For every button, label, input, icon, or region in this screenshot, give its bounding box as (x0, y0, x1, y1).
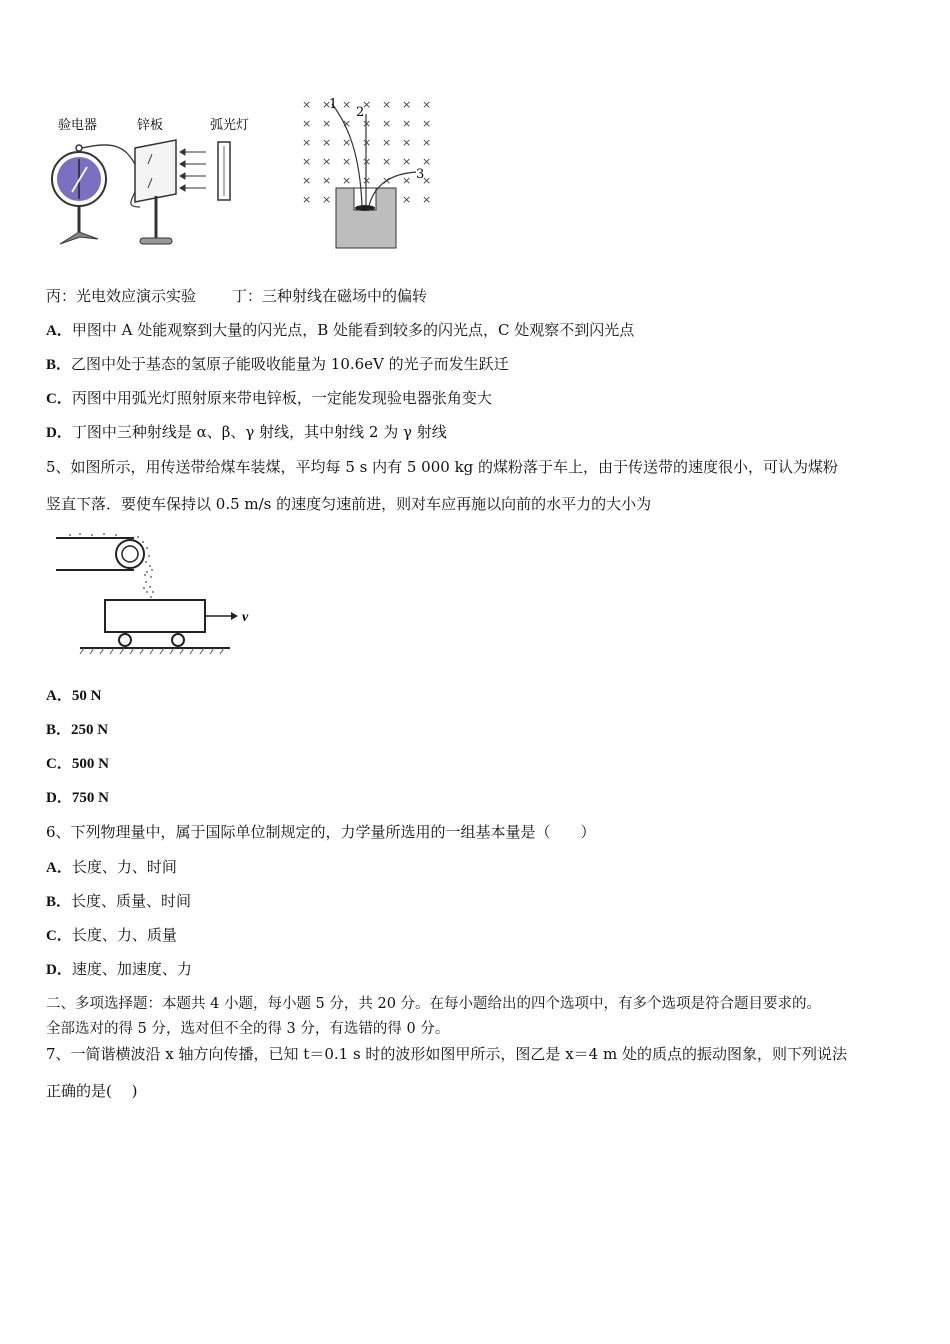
field-cross-mark: × (302, 193, 312, 206)
field-cross-mark: × (362, 117, 372, 130)
q6-option-d (46, 959, 192, 980)
q6-stem: 6、下列物理量中，属于国际单位制规定的，力学量所选用的一组基本量是（ ） (46, 823, 596, 841)
field-cross-mark: × (302, 117, 312, 130)
conveyor-drawing (50, 530, 270, 660)
photoelectric-drawing (48, 112, 268, 257)
field-cross-mark: × (402, 98, 412, 111)
field-cross-mark: × (382, 155, 392, 168)
field-cross-mark: × (382, 174, 392, 187)
field-cross-mark: × (322, 193, 332, 206)
light-arrows (180, 149, 206, 191)
option-text: 甲图中 A 处能观察到大量的闪光点，B 处能看到较多的闪光点，C 处观察不到闪光点 (71, 321, 635, 339)
caption-bing: 丙：光电效应演示实验 (46, 287, 197, 305)
field-cross-mark: × (302, 174, 312, 187)
option-text: 长度、质量、时间 (71, 892, 192, 910)
coal-dust (69, 533, 154, 598)
option-text: 乙图中处于基态的氢原子能吸收能量为 10.6eV 的光子而发生跃迁 (71, 355, 509, 373)
option-text: 500 N (71, 756, 109, 772)
option-text: 丙图中用弧光灯照射原来带电锌板，一定能发现验电器张角变大 (71, 389, 492, 407)
ray-3-label: 3 (416, 167, 425, 182)
option-letter: B． (46, 357, 72, 373)
field-cross-mark: × (342, 155, 352, 168)
figure-captions (46, 286, 427, 306)
option-letter: C． (46, 391, 72, 407)
field-cross-mark: × (362, 174, 372, 187)
field-cross-mark: × (422, 174, 432, 187)
field-cross-mark: × (402, 155, 412, 168)
magnetic-field-figure (294, 96, 444, 256)
field-cross-mark: × (342, 98, 352, 111)
option-text: 速度、加速度、力 (71, 960, 192, 978)
field-cross-mark: × (322, 174, 332, 187)
q5-stem-line-2: 竖直下落．要使车保持以 0.5 m/s 的速度匀速前进，则对车应再施以向前的水平力的大小为 (46, 495, 652, 513)
cart-wheel (119, 634, 131, 646)
field-cross-mark: × (302, 136, 312, 149)
option-text: 250 N (71, 722, 109, 738)
q4-option-c (46, 388, 492, 409)
field-cross-mark: × (402, 136, 412, 149)
q5-stem-line-1: 5、如图所示，用传送带给煤车装煤，平均每 5 s 内有 5 000 kg 的煤粉落于车上，由于传送带的速度很小，可认为煤粉 (46, 458, 839, 476)
field-cross-mark: × (382, 98, 392, 111)
option-letter: A． (46, 688, 72, 704)
option-text: 50 N (71, 688, 102, 704)
option-letter: D． (46, 425, 72, 441)
field-cross-mark: × (402, 193, 412, 206)
q5-option-a (46, 686, 101, 706)
magnetic-field-drawing (294, 96, 444, 256)
conveyor-figure (50, 530, 270, 660)
q7-stem-line-2: 正确的是( ) (46, 1082, 138, 1100)
velocity-label: v (242, 610, 249, 625)
field-cross-mark: × (362, 98, 372, 111)
q4-option-a (46, 320, 634, 341)
option-text: 长度、力、质量 (71, 926, 177, 944)
option-letter: B． (46, 722, 72, 738)
option-letter: A． (46, 323, 72, 339)
field-cross-mark: × (342, 174, 352, 187)
option-letter: C． (46, 928, 72, 944)
field-cross-mark: × (402, 117, 412, 130)
field-cross-mark: × (302, 155, 312, 168)
coal-cart (105, 600, 205, 632)
label-arc-lamp: 弧光灯 (210, 118, 250, 133)
ray-2-label: 2 (356, 105, 365, 120)
field-cross-mark: × (322, 98, 332, 111)
field-cross-mark: × (322, 155, 332, 168)
caption-ding: 丁：三种射线在磁场中的偏转 (232, 287, 428, 305)
option-text: 750 N (71, 790, 109, 806)
field-cross-mark: × (382, 136, 392, 149)
q6-option-b (46, 891, 191, 912)
option-letter: D． (46, 962, 72, 978)
q6-option-c (46, 925, 177, 946)
field-cross-mark: × (362, 155, 372, 168)
radioactive-source (355, 205, 375, 211)
option-letter: A． (46, 860, 72, 876)
field-cross-mark: × (342, 117, 352, 130)
photoelectric-figure (48, 112, 268, 257)
section2-line-2: 全部选对的得 5 分，选对但不全的得 3 分，有选错的得 0 分。 (46, 1021, 450, 1037)
q5-option-b (46, 720, 108, 740)
q5-option-d (46, 788, 109, 808)
field-cross-mark: × (422, 136, 432, 149)
field-cross-mark: × (422, 117, 432, 130)
field-cross-mark: × (422, 98, 432, 111)
cart-wheel (172, 634, 184, 646)
option-text: 长度、力、时间 (71, 858, 177, 876)
field-cross-mark: × (422, 155, 432, 168)
field-cross-mark: × (342, 136, 352, 149)
field-cross-mark: × (422, 193, 432, 206)
field-cross-mark: × (362, 136, 372, 149)
label-zinc-plate: 锌板 (137, 118, 164, 133)
label-electroscope: 验电器 (58, 118, 98, 133)
q7-stem-line-1: 7、一简谐横波沿 x 轴方向传播，已知 t＝0.1 s 时的波形如图甲所示，图乙是 x＝4 m 处的质点的振动图象，则下列说法 (46, 1045, 847, 1063)
field-cross-mark: × (322, 117, 332, 130)
q5-option-c (46, 754, 109, 774)
option-text: 丁图中三种射线是 α、β、γ 射线，其中射线 2 为 γ 射线 (71, 423, 447, 441)
field-cross-mark: × (382, 117, 392, 130)
zinc-plate (135, 140, 176, 202)
field-cross-mark: × (402, 174, 412, 187)
option-letter: D． (46, 790, 72, 806)
q4-option-d (46, 422, 447, 443)
option-letter: B． (46, 894, 72, 910)
field-cross-mark: × (322, 136, 332, 149)
q4-option-b (46, 354, 509, 375)
option-letter: C． (46, 756, 72, 772)
q6-option-a (46, 857, 177, 878)
field-cross-mark: × (302, 98, 312, 111)
section2-line-1: 二、多项选择题：本题共 4 小题，每小题 5 分，共 20 分。在每小题给出的四个选项中，有多个选项是符合题目要求的。 (46, 996, 822, 1012)
ray-1-label: 1 (329, 97, 338, 112)
